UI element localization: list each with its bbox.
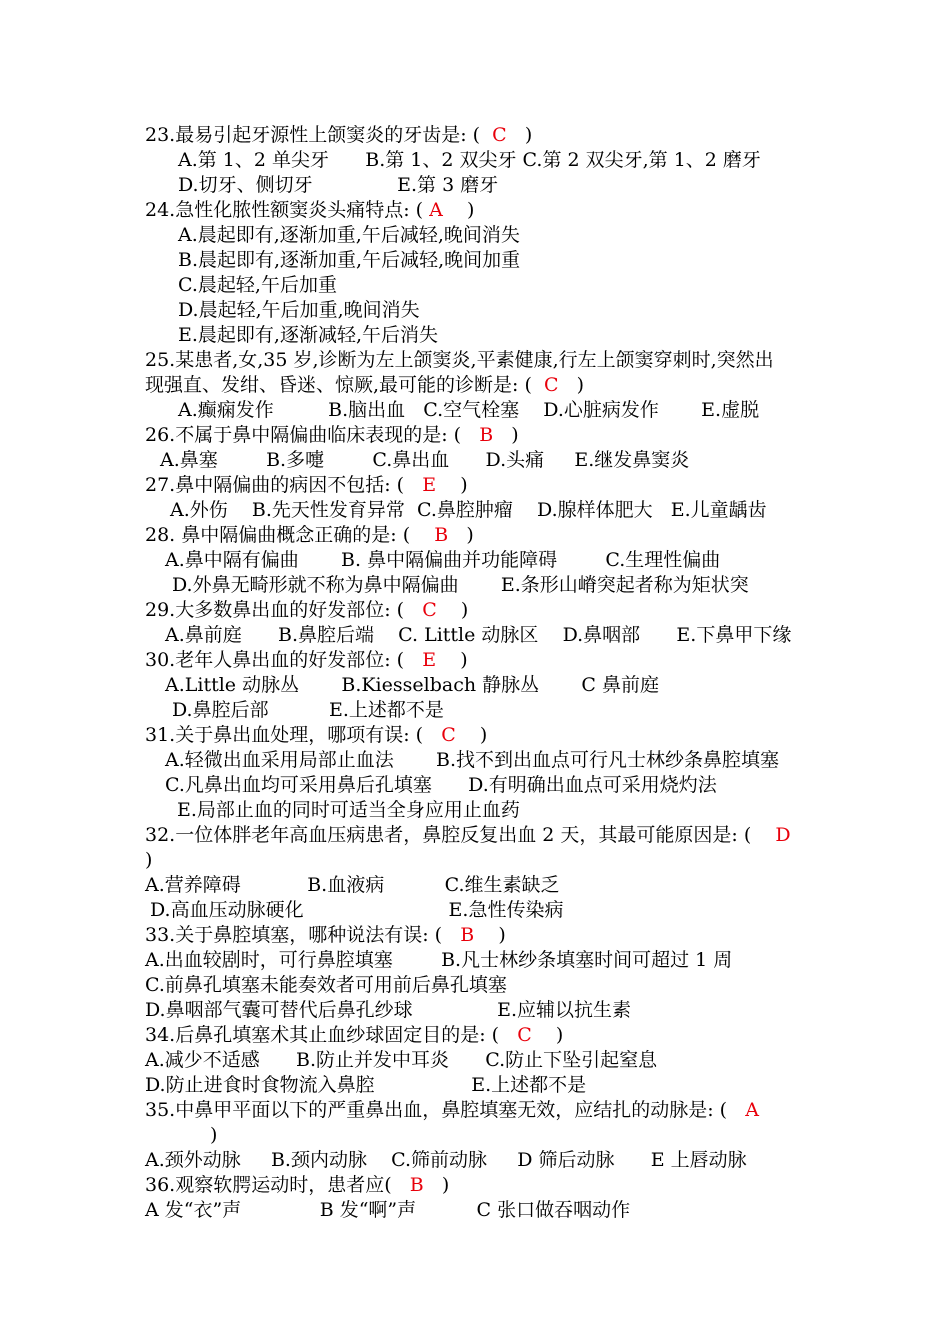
question-30-option: D.鼻腔后部 E.上述都不是 [172,699,444,721]
question-31-option: A.轻微出血采用局部止血法 B.找不到出血点可行凡士林纱条鼻腔填塞 [165,749,780,771]
question-28-option: D.外鼻无畸形就不称为鼻中隔偏曲 E.条形山嵴突起者称为矩状突 [172,574,749,596]
question-24-option: E.晨起即有,逐渐减轻,午后消失 [178,324,438,346]
answer-29: C [422,599,437,621]
question-24-option: B.晨起即有,逐渐加重,午后减轻,晚间加重 [178,249,521,271]
answer-24: A [429,199,443,221]
question-36-stem: 36.观察软腭运动时，患者应( B ) [145,1174,450,1196]
answer-28: B [434,524,449,546]
question-36-option: A 发“衣”声 B 发“啊”声 C 张口做吞咽动作 [145,1199,631,1221]
question-33-option: A.出血较剧时，可行鼻腔填塞 B.凡士林纱条填塞时间可超过 1 周 [145,949,733,971]
question-32-option: D.高血压动脉硬化 E.急性传染病 [150,899,564,921]
question-25-option: A.癫痫发作 B.脑出血 C.空气栓塞 D.心脏病发作 E.虚脱 [178,399,760,421]
question-31-stem: 31.关于鼻出血处理，哪项有误: ( C ) [145,724,488,746]
question-35-option: A.颈外动脉 B.颈内动脉 C.筛前动脉 D 筛后动脉 E 上唇动脉 [145,1149,747,1171]
answer-33: B [460,924,475,946]
question-23-stem: 23.最易引起牙源性上颌窦炎的牙齿是: ( C ) [145,124,533,146]
question-23-option: A.第 1、2 单尖牙 B.第 1、2 双尖牙 C.第 2 双尖牙,第 1、2 磨牙 [178,149,761,171]
question-29-option: A.鼻前庭 B.鼻腔后端 C. Little 动脉区 D.鼻咽部 E.下鼻甲下缘 [165,624,792,646]
question-33-option: C.前鼻孔填塞未能奏效者可用前后鼻孔填塞 [145,974,507,996]
question-32-stem-close: ) [145,849,153,871]
question-30-option: A.Little 动脉丛 B.Kiesselbach 静脉丛 C 鼻前庭 [165,674,659,696]
question-23-option: D.切牙、侧切牙 E.第 3 磨牙 [178,174,499,196]
question-35-stem: 35.中鼻甲平面以下的严重鼻出血，鼻腔填塞无效，应结扎的动脉是: ( A [145,1099,759,1121]
question-24-stem: 24.急性化脓性额窦炎头痛特点: ( A ) [145,199,475,221]
question-35-stem-close: ) [210,1124,218,1146]
answer-25: C [543,374,559,396]
question-34-option: D.防止进食时食物流入鼻腔 E.上述都不是 [145,1074,587,1096]
question-28-stem: 28. 鼻中隔偏曲概念正确的是: ( B ) [145,524,474,546]
answer-30: E [422,649,437,671]
question-33-stem: 33.关于鼻腔填塞，哪种说法有误: ( B ) [145,924,506,946]
question-24-option: A.晨起即有,逐渐加重,午后减轻,晚间消失 [178,224,520,246]
question-27-stem: 27.鼻中隔偏曲的病因不包括: ( E ) [145,474,468,496]
answer-31: C [441,724,456,746]
question-25-stem-cont: 现强直、发绀、昏迷、惊厥,最可能的诊断是: ( C ) [145,374,585,396]
answer-32: D [775,824,791,846]
question-26-stem: 26.不属于鼻中隔偏曲临床表现的是: ( B ) [145,424,519,446]
question-30-stem: 30.老年人鼻出血的好发部位: ( E ) [145,649,468,671]
question-25-stem: 25.某患者,女,35 岁,诊断为左上颌窦炎,平素健康,行左上颌窦穿刺时,突然出 [145,349,774,371]
question-33-option: D.鼻咽部气囊可替代后鼻孔纱球 E.应辅以抗生素 [145,999,632,1021]
question-32-option: A.营养障碍 B.血液病 C.维生素缺乏 [145,874,560,896]
question-26-option: A.鼻塞 B.多嚏 C.鼻出血 D.头痛 E.继发鼻窦炎 [160,449,690,471]
question-29-stem: 29.大多数鼻出血的好发部位: ( C ) [145,599,469,621]
question-27-option: A.外伤 B.先天性发育异常 C.鼻腔肿瘤 D.腺样体肥大 E.儿童龋齿 [170,499,767,521]
answer-35: A [745,1099,759,1121]
answer-36: B [409,1174,424,1196]
answer-34: C [517,1024,532,1046]
question-24-option: C.晨起轻,午后加重 [178,274,337,296]
question-32-stem: 32.一位体胖老年高血压病患者，鼻腔反复出血 2 天，其最可能原因是: ( D [145,824,791,846]
question-31-option: C.凡鼻出血均可采用鼻后孔填塞 D.有明确出血点可采用烧灼法 [165,774,717,796]
answer-27: E [422,474,437,496]
question-24-option: D.晨起轻,午后加重,晚间消失 [178,299,420,321]
question-31-option: E.局部止血的同时可适当全身应用止血药 [177,799,520,821]
answer-23: C [492,124,507,146]
question-28-option: A.鼻中隔有偏曲 B. 鼻中隔偏曲并功能障碍 C.生理性偏曲 [165,549,721,571]
question-34-option: A.减少不适感 B.防止并发中耳炎 C.防止下坠引起窒息 [145,1049,658,1071]
question-34-stem: 34.后鼻孔填塞术其止血纱球固定目的是: ( C ) [145,1024,564,1046]
answer-26: B [479,424,494,446]
